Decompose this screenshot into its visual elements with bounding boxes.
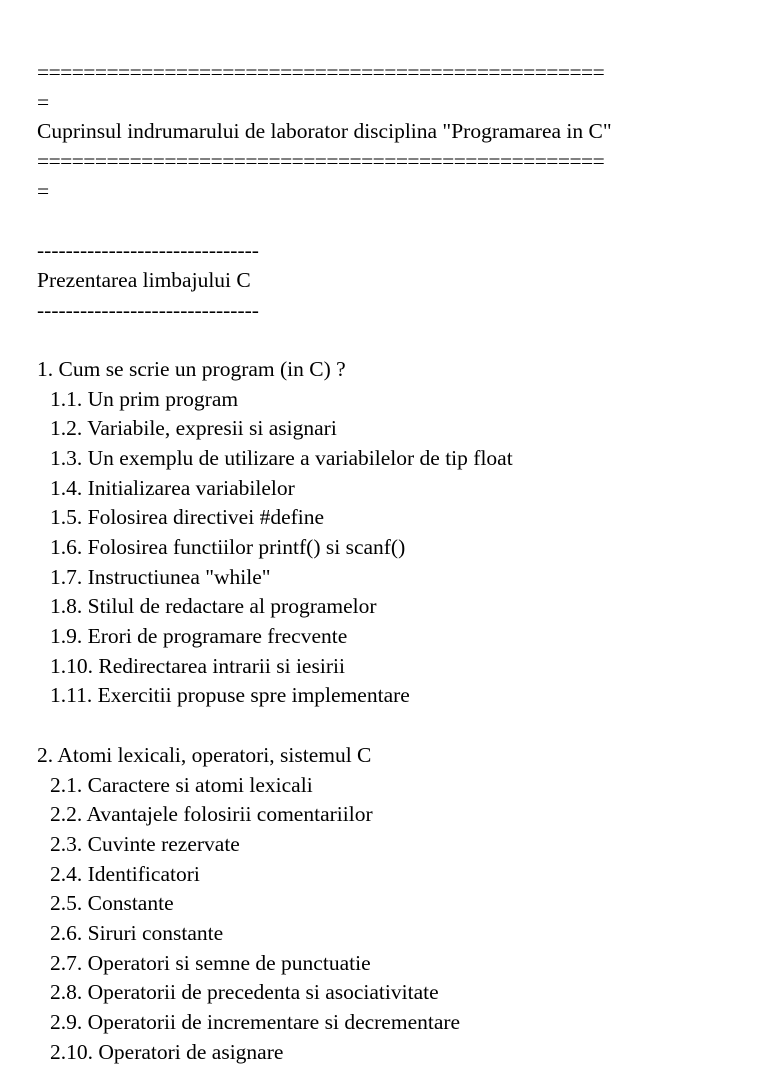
toc-item: 1.6. Folosirea functiilor printf() si scanf() — [50, 535, 406, 559]
header-rule-top: ================================================= — [37, 60, 605, 84]
document-title: Cuprinsul indrumarului de laborator disciplina "Programarea in C" — [37, 119, 612, 144]
toc-item: 2.3. Cuvinte rezervate — [50, 831, 240, 856]
header-rule-bottom: ================================================= — [37, 149, 605, 174]
section-rule-bottom: ------------------------------- — [37, 297, 259, 322]
toc-item: 2.5. Constante — [50, 891, 174, 916]
toc-item: 2.9. Operatorii de incrementare si decrementare — [50, 1010, 461, 1034]
toc-item: 2.7. Operatori si semne de punctuatie — [50, 950, 371, 975]
toc-item: 1.4. Initializarea variabilelor — [50, 475, 295, 500]
toc-item: 1.1. Un prim program — [50, 386, 239, 411]
toc-item: 2.4. Identificatori — [50, 861, 200, 886]
toc-item: 1.7. Instructiunea "while" — [50, 564, 271, 589]
toc-item: 1.10. Redirectarea intrarii si iesirii — [50, 653, 345, 678]
toc-item: 2.10. Operatori de asignare — [50, 1039, 284, 1064]
toc-item: 1.11. Exercitii propuse spre implementare — [50, 683, 410, 708]
blank-line — [37, 325, 737, 355]
blank-line — [37, 711, 737, 741]
toc-item: 1.8. Stilul de redactare al programelor — [50, 594, 377, 619]
toc-item: 2.8. Operatorii de precedenta si asociativitate — [50, 980, 439, 1005]
toc-item: 1.5. Folosirea directivei #define — [50, 505, 325, 530]
toc-item: 1.2. Variabile, expresii si asignari — [50, 416, 337, 441]
chapter-1-heading: 1. Cum se scrie un program (in C) ? — [37, 356, 346, 381]
toc-item: 2.2. Avantajele folosirii comentariilor — [50, 802, 373, 827]
toc-item: 2.1. Caractere si atomi lexicali — [50, 772, 313, 797]
document-body — [37, 58, 737, 1067]
section-title: Prezentarea limbajului C — [37, 267, 251, 292]
header-rule-bottom-wrap: = — [37, 178, 50, 203]
chapter-2-heading: 2. Atomi lexicali, operatori, sistemul C — [37, 742, 372, 767]
blank-line — [37, 206, 737, 236]
header-rule-top-wrap: = — [37, 89, 50, 114]
toc-item: 1.9. Erori de programare frecvente — [50, 624, 348, 649]
section-rule-top: ------------------------------- — [37, 238, 259, 263]
toc-item: 2.6. Siruri constante — [50, 920, 224, 945]
toc-item: 1.3. Un exemplu de utilizare a variabilelor de tip float — [50, 445, 513, 470]
